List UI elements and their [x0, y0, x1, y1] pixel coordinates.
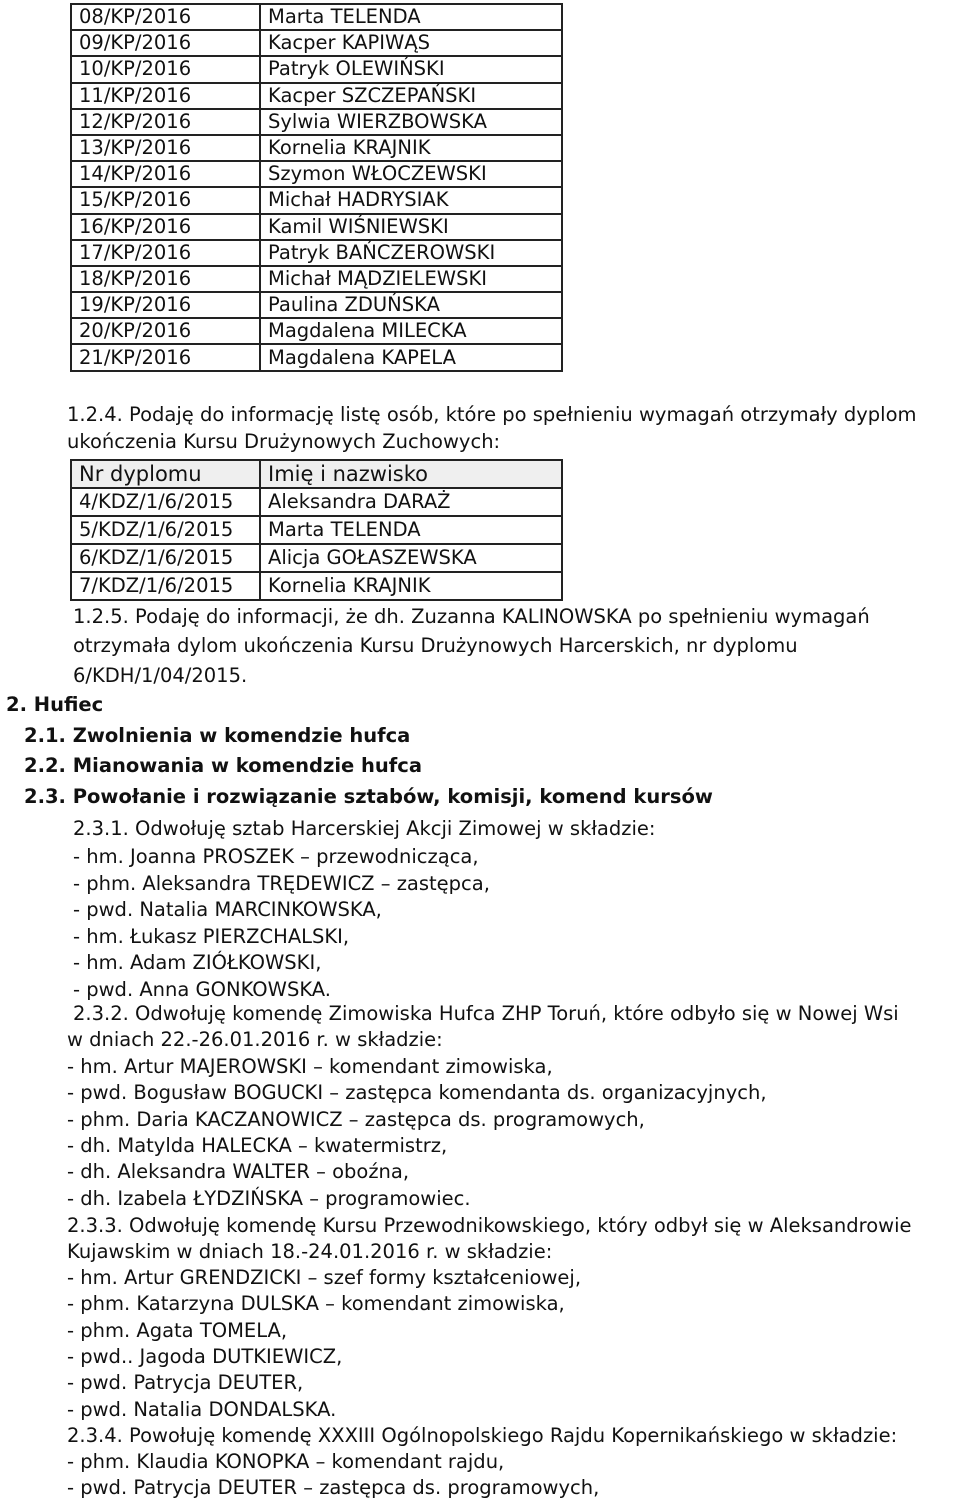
- diploma-number-cell: 20/KP/2016: [71, 318, 260, 344]
- table-row: [71, 56, 562, 82]
- list-item: - pwd.. Jagoda DUTKIEWICZ,: [67, 1344, 343, 1368]
- list-item: - hm. Joanna PROSZEK – przewodnicząca,: [73, 845, 479, 868]
- paragraph-1-2-5-line1: 1.2.5. Podaję do informacji, że dh. Zuzanna KALINOWSKA po spełnieniu wymagań: [73, 605, 870, 628]
- diploma-number-cell: 11/KP/2016: [71, 83, 260, 109]
- diploma-number-cell: 12/KP/2016: [71, 109, 260, 135]
- table-row: [71, 109, 562, 135]
- list-item: - pwd. Patrycja DEUTER,: [67, 1371, 304, 1395]
- diploma-number-cell: 09/KP/2016: [71, 30, 260, 56]
- list-item: - pwd. Anna GONKOWSKA.: [73, 977, 331, 1001]
- paragraph-2-3-4-line1: 2.3.4. Powołuję komendę XXXIII Ogólnopolskiego Rajdu Kopernikańskiego w składzie:: [67, 1424, 898, 1447]
- paragraph-1-2-5-line3: 6/KDH/1/04/2015.: [73, 664, 248, 687]
- paragraph-2-3-2-line1: 2.3.2. Odwołuję komendę Zimowiska Hufca ZHP Toruń, które odbyło się w Nowej Wsi: [73, 1002, 899, 1025]
- diploma-number-cell: 5/KDZ/1/6/2015: [71, 516, 260, 544]
- table-header-row: [71, 460, 562, 488]
- diploma-number-cell: 21/KP/2016: [71, 344, 260, 370]
- diploma-table-kdz: [70, 459, 563, 601]
- section-2-3-heading: 2.3. Powołanie i rozwiązanie sztabów, komisji, komend kursów: [24, 785, 713, 808]
- person-name-cell: Michał HADRYSIAK: [260, 187, 562, 213]
- paragraph-2-3-3-line1: 2.3.3. Odwołuję komendę Kursu Przewodnikowskiego, który odbył się w Aleksandrowie: [67, 1214, 912, 1237]
- table-row: [71, 161, 562, 187]
- diploma-number-cell: 10/KP/2016: [71, 56, 260, 82]
- person-name-cell: Kacper KAPIWĄS: [260, 30, 562, 56]
- diploma-number-cell: 15/KP/2016: [71, 187, 260, 213]
- diploma-number-cell: 6/KDZ/1/6/2015: [71, 544, 260, 572]
- table-row: [71, 83, 562, 109]
- person-name-cell: Marta TELENDA: [260, 4, 562, 30]
- diploma-number-cell: 13/KP/2016: [71, 135, 260, 161]
- diploma-number-cell: 14/KP/2016: [71, 161, 260, 187]
- table-row: [71, 488, 562, 516]
- person-name-cell: Kornelia KRAJNIK: [260, 135, 562, 161]
- person-name-cell: Aleksandra DARAŻ: [260, 488, 562, 516]
- list-item: - phm. Katarzyna DULSKA – komendant zimowiska,: [67, 1292, 565, 1316]
- list-item: - phm. Klaudia KONOPKA – komendant rajdu,: [67, 1450, 505, 1473]
- person-name-cell: Marta TELENDA: [260, 516, 562, 544]
- table-row: [71, 187, 562, 213]
- person-name-cell: Sylwia WIERZBOWSKA: [260, 109, 562, 135]
- list-item: - phm. Aleksandra TRĘDEWICZ – zastępca,: [73, 871, 490, 895]
- list-item: - phm. Agata TOMELA,: [67, 1318, 288, 1342]
- diploma-number-cell: 17/KP/2016: [71, 240, 260, 266]
- section-2-heading: 2. Hufiec: [6, 693, 104, 716]
- person-name-cell: Magdalena MILECKA: [260, 318, 562, 344]
- list-item: - dh. Matylda HALECKA – kwatermistrz,: [67, 1133, 448, 1157]
- diploma-number-cell: 4/KDZ/1/6/2015: [71, 488, 260, 516]
- section-2-1-heading: 2.1. Zwolnienia w komendzie hufca: [24, 724, 411, 747]
- list-item: - dh. Izabela ŁYDZIŃSKA – programowiec.: [67, 1186, 471, 1210]
- table-row: [71, 572, 562, 600]
- list-item: - hm. Łukasz PIERZCHALSKI,: [73, 924, 350, 948]
- section-2-2-heading: 2.2. Mianowania w komendzie hufca: [24, 754, 422, 777]
- table-row: [71, 292, 562, 318]
- list-item: - pwd. Bogusław BOGUCKI – zastępca komendanta ds. organizacyjnych,: [67, 1081, 767, 1105]
- person-name-cell: Magdalena KAPELA: [260, 344, 562, 370]
- table-row: [71, 30, 562, 56]
- person-name-cell: Paulina ZDUŃSKA: [260, 292, 562, 318]
- table-row: [71, 135, 562, 161]
- table-row: [71, 516, 562, 544]
- table-row: [71, 318, 562, 344]
- table-row: [71, 266, 562, 292]
- person-name-cell: Michał MĄDZIELEWSKI: [260, 266, 562, 292]
- paragraph-2-3-3-line2: Kujawskim w dniach 18.-24.01.2016 r. w składzie:: [67, 1240, 553, 1263]
- table-row: [71, 240, 562, 266]
- table-row: [71, 214, 562, 240]
- list-item: - dh. Aleksandra WALTER – oboźna,: [67, 1160, 410, 1184]
- person-name-cell: Patryk OLEWIŃSKI: [260, 56, 562, 82]
- list-item: - hm. Artur GRENDZICKI – szef formy kształceniowej,: [67, 1266, 582, 1289]
- paragraph-1-2-4-line1: 1.2.4. Podaję do informację listę osób, które po spełnieniu wymagań otrzymały dyplom: [67, 403, 917, 426]
- paragraph-2-3-2-line2: w dniach 22.-26.01.2016 r. w składzie:: [67, 1028, 443, 1051]
- header-nr-dyplomu: Nr dyplomu: [71, 460, 260, 488]
- diploma-number-cell: 19/KP/2016: [71, 292, 260, 318]
- person-name-cell: Kornelia KRAJNIK: [260, 572, 562, 600]
- list-item: - hm. Adam ZIÓŁKOWSKI,: [73, 951, 322, 974]
- paragraph-1-2-5-line2: otrzymała dylom ukończenia Kursu Drużynowych Harcerskich, nr dyplomu: [73, 634, 798, 657]
- paragraph-1-2-4-line2: ukończenia Kursu Drużynowych Zuchowych:: [67, 430, 501, 453]
- diploma-number-cell: 08/KP/2016: [71, 4, 260, 30]
- list-item: - phm. Daria KACZANOWICZ – zastępca ds. programowych,: [67, 1107, 645, 1131]
- diploma-number-cell: 18/KP/2016: [71, 266, 260, 292]
- table-row: [71, 4, 562, 30]
- header-imie-nazwisko: Imię i nazwisko: [260, 460, 562, 488]
- person-name-cell: Patryk BAŃCZEROWSKI: [260, 240, 562, 266]
- table-row: [71, 344, 562, 370]
- person-name-cell: Alicja GOŁASZEWSKA: [260, 544, 562, 572]
- diploma-number-cell: 16/KP/2016: [71, 214, 260, 240]
- paragraph-2-3-1-title: 2.3.1. Odwołuję sztab Harcerskiej Akcji Zimowej w składzie:: [73, 817, 656, 840]
- table-row: [71, 544, 562, 572]
- diploma-table-kp: [70, 3, 563, 372]
- list-item: - pwd. Natalia DONDALSKA.: [67, 1397, 337, 1421]
- person-name-cell: Kacper SZCZEPAŃSKI: [260, 83, 562, 109]
- diploma-number-cell: 7/KDZ/1/6/2015: [71, 572, 260, 600]
- list-item: - pwd. Natalia MARCINKOWSKA,: [73, 898, 382, 921]
- person-name-cell: Szymon WŁOCZEWSKI: [260, 161, 562, 187]
- person-name-cell: Kamil WIŚNIEWSKI: [260, 214, 562, 240]
- list-item: - hm. Artur MAJEROWSKI – komendant zimowiska,: [67, 1055, 553, 1078]
- list-item: - pwd. Patrycja DEUTER – zastępca ds. programowych,: [67, 1476, 600, 1500]
